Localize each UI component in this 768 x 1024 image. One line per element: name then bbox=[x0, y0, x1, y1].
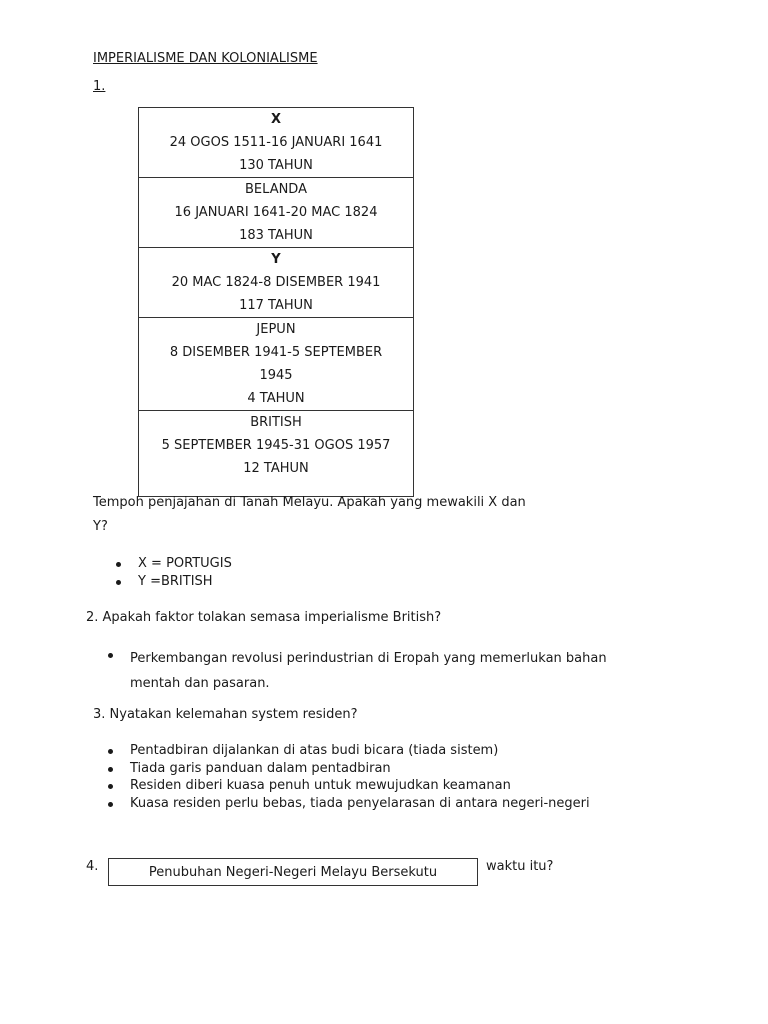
table-row bbox=[139, 411, 414, 497]
table-row bbox=[139, 178, 414, 248]
row-name: BELANDA bbox=[245, 182, 307, 197]
question-1-answers bbox=[138, 555, 232, 591]
question-1-number: 1. bbox=[93, 79, 106, 94]
row-name: X bbox=[270, 112, 282, 127]
row-period: 16 JANUARI 1641-20 MAC 1824 bbox=[174, 205, 378, 220]
table-row bbox=[139, 108, 414, 178]
table-cell bbox=[139, 248, 414, 318]
row-duration: 4 TAHUN bbox=[247, 391, 305, 406]
question-4-answer: Penubuhan Negeri-Negeri Melayu Bersekutu bbox=[148, 865, 438, 880]
table-cell bbox=[139, 318, 414, 411]
question-1-text-line2: Y? bbox=[93, 519, 108, 534]
document-title: IMPERIALISME DAN KOLONIALISME bbox=[93, 51, 318, 66]
list-item: Pentadbiran dijalankan di atas budi bicara (tiada sistem) bbox=[130, 742, 590, 760]
table-cell bbox=[139, 411, 414, 497]
row-period: 24 OGOS 1511-16 JANUARI 1641 bbox=[169, 135, 383, 150]
question-1-text-line1: Tempoh penjajahan di Tanah Melayu. Apakah yang mewakili X dan bbox=[93, 495, 526, 510]
list-item: Kuasa residen perlu bebas, tiada penyelarasan di antara negeri-negeri bbox=[130, 795, 590, 811]
question-3-text: 3. Nyatakan kelemahan system residen? bbox=[93, 707, 358, 722]
list-item: Tiada garis panduan dalam pentadbiran bbox=[130, 760, 590, 778]
row-period: 20 MAC 1824-8 DISEMBER 1941 bbox=[171, 275, 381, 290]
colonial-periods-table bbox=[138, 107, 414, 497]
question-2-answers bbox=[130, 646, 607, 696]
table-row bbox=[139, 248, 414, 318]
list-item: Perkembangan revolusi perindustrian di Eropah yang memerlukan bahan bbox=[130, 646, 607, 671]
list-item: Residen diberi kuasa penuh untuk mewujudkan keamanan bbox=[130, 777, 590, 795]
question-4-number: 4. bbox=[86, 859, 99, 874]
row-name: Y bbox=[271, 252, 281, 267]
row-name: BRITISH bbox=[250, 415, 302, 430]
row-name: JEPUN bbox=[256, 322, 296, 337]
row-duration: 130 TAHUN bbox=[239, 158, 313, 173]
question-3-answers bbox=[130, 742, 590, 812]
table-cell bbox=[139, 108, 414, 178]
table-row bbox=[139, 318, 414, 411]
question-2-text: 2. Apakah faktor tolakan semasa imperialisme British? bbox=[86, 610, 442, 625]
row-period: 5 SEPTEMBER 1945-31 OGOS 1957 bbox=[161, 438, 391, 453]
row-period-continued: 1945 bbox=[259, 368, 293, 383]
row-duration: 183 TAHUN bbox=[239, 228, 313, 243]
row-period: 8 DISEMBER 1941-5 SEPTEMBER bbox=[169, 345, 383, 360]
table-cell bbox=[139, 178, 414, 248]
list-item: Y =BRITISH bbox=[138, 573, 232, 591]
question-4-answer-box bbox=[108, 858, 478, 886]
list-item: X = PORTUGIS bbox=[138, 556, 232, 571]
row-duration: 117 TAHUN bbox=[239, 298, 313, 313]
row-duration: 12 TAHUN bbox=[243, 461, 309, 476]
question-4-text-tail: waktu itu? bbox=[486, 859, 554, 874]
list-item-continued: mentah dan pasaran. bbox=[130, 676, 270, 691]
